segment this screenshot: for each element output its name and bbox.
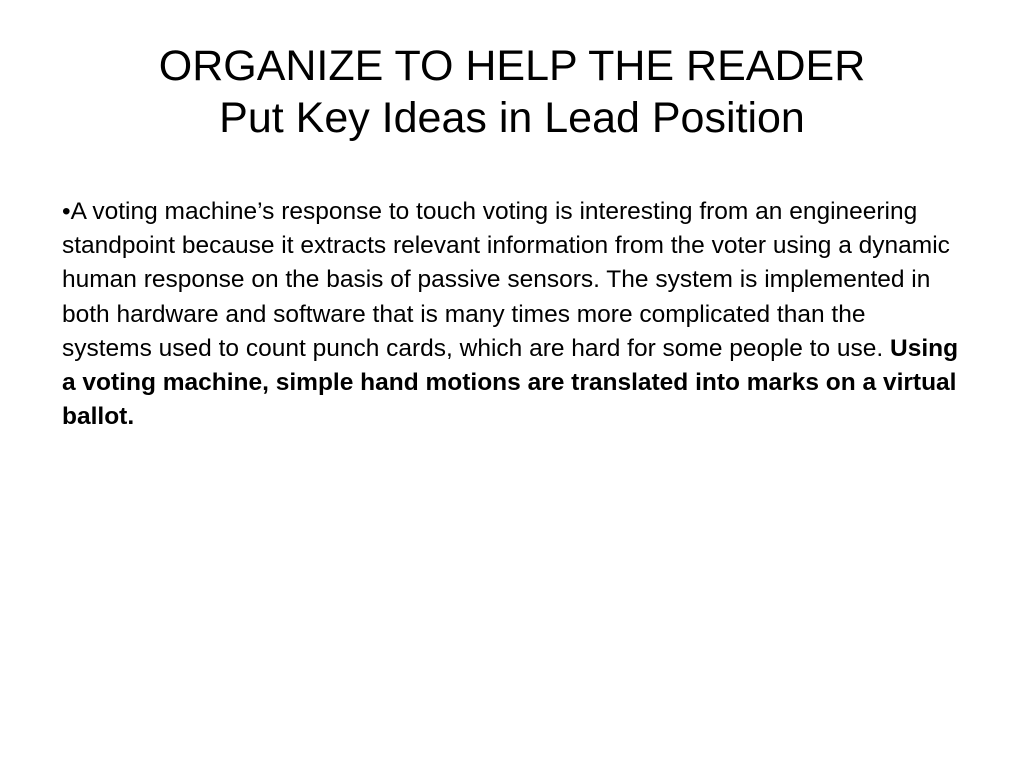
slide-title (0, 40, 1024, 144)
bullet-text: A voting machine’s response to touch voting is interesting from an engineering standpoint because it extracts relevant information from the voter using a dynamic human response on the basis of passive sensors. The system is implemented in both hardware and software that is many times more complicated than the systems used to count punch cards, which are hard for some people to use. (62, 198, 950, 362)
bullet-paragraph (62, 195, 962, 434)
title-line-1: ORGANIZE TO HELP THE READER (158, 42, 866, 90)
bullet-emphasis: Using a voting machine, simple hand motions are translated into marks on a virtual ballot. (62, 334, 959, 431)
bullet-marker: • (62, 198, 71, 225)
title-line-2: Put Key Ideas in Lead Position (219, 94, 805, 142)
